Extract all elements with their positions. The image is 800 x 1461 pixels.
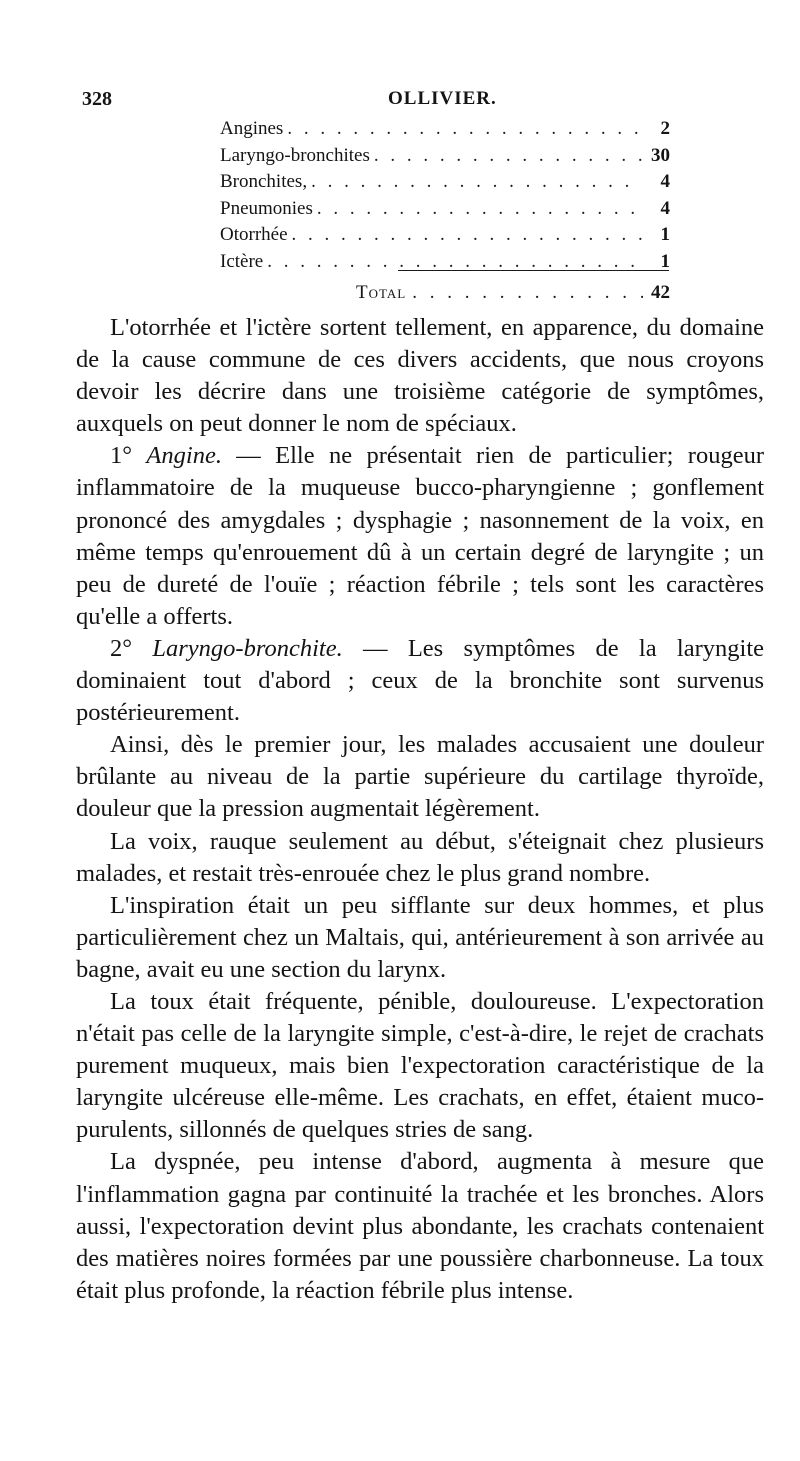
row-value: 1	[660, 250, 670, 272]
paragraph: La dyspnée, peu intense d'abord, augmenta à mesure que l'inflammation gagna par continuité la trachée et les bronches. Alors aussi, l'expectoration devint plus abondante, les crachats contenaient des matières noires formées par une poussière charbonneuse. La toux était plus profonde, la réaction fébrile plus intense.	[76, 1148, 764, 1304]
dot-leader	[370, 145, 642, 167]
paragraph: La toux était fréquente, pénible, douloureuse. L'expectoration n'était pas celle de la laryngite simple, c'est-à-dire, le rejet de crachats purement muqueux, mais bien l'expectoration caractéristique de la laryngite ulcéreuse elle-même. Les crachats, en effet, étaient muco-purulents, sillonnés de quelques stries de sang.	[76, 987, 764, 1144]
row-value: 2	[660, 118, 670, 139]
dot-leader	[307, 171, 642, 193]
table-row	[220, 198, 670, 225]
section-number: 1°	[110, 442, 133, 470]
dot-leader	[406, 282, 643, 304]
running-title: OLLIVIER.	[388, 88, 497, 109]
row-value: 1	[660, 224, 670, 245]
table-row	[220, 224, 670, 251]
body-text	[76, 312, 764, 1307]
row-label: Bronchites,	[220, 171, 308, 192]
table-row	[220, 118, 670, 145]
row-value: 4	[660, 171, 670, 192]
page-number: 328	[82, 88, 112, 110]
paragraph	[76, 633, 764, 729]
running-head	[78, 88, 768, 118]
row-label: Otorrhée	[220, 224, 288, 245]
table-row	[220, 251, 670, 278]
dot-leader	[283, 118, 642, 140]
section-heading: Laryngo-bronchite.	[152, 634, 343, 662]
paragraph-text: — Les symptômes de la laryngite dominaient tout d'abord ; ceux de la bronchite sont survenus postérieurement.	[76, 634, 765, 727]
table-row	[220, 145, 670, 172]
paragraph-text: — Elle ne présentait rien de particulier; rougeur inflammatoire de la muqueuse bucco-pharyngienne ; gonflement prononcé des amygdales ; dysphagie ; nasonnement de la voix, en même temps qu'enrouement dû à un certain degré de laryngite ; un peu de dureté de l'ouïe ; réaction fébrile ; tels sont les caractères qu'elle a offerts.	[76, 442, 764, 630]
paragraph: La voix, rauque seulement au début, s'éteignait chez plusieurs malades, et restait très-enrouée chez le plus grand nombre.	[76, 827, 764, 887]
row-label: Angines	[220, 118, 284, 139]
row-label: Laryngo-bronchites	[220, 144, 370, 166]
paragraph: Ainsi, dès le premier jour, les malades accusaient une douleur brûlante au niveau de la partie supérieure du cartilage thyroïde, douleur que la pression augmentait légèrement.	[76, 731, 764, 823]
dot-leader	[288, 224, 642, 246]
dot-leader	[313, 198, 642, 220]
paragraph: L'otorrhée et l'ictère sortent tellement, en apparence, du domaine de la cause commune de ces divers accidents, que nous croyons devoir les décrire dans une troisième catégorie de symptômes, auxquels on peut donner le nom de spéciaux.	[76, 314, 764, 438]
total-value: 42	[651, 282, 670, 303]
row-label: Pneumonies	[220, 197, 313, 219]
paragraph: L'inspiration était un peu sifflante sur deux hommes, et plus particulièrement chez un Maltais, qui, antérieurement à son arrivée au bagne, avait eu une section du larynx.	[76, 891, 764, 983]
cases-table	[220, 118, 670, 277]
section-number: 2°	[110, 634, 133, 662]
table-row	[220, 171, 670, 198]
total-row	[356, 282, 670, 304]
paragraph	[76, 440, 764, 633]
total-label: Total	[356, 282, 407, 303]
total-divider	[398, 270, 669, 271]
row-value: 4	[660, 197, 670, 219]
row-label: Ictère	[220, 250, 264, 272]
section-heading: Angine.	[146, 442, 222, 470]
row-value: 30	[651, 144, 670, 166]
